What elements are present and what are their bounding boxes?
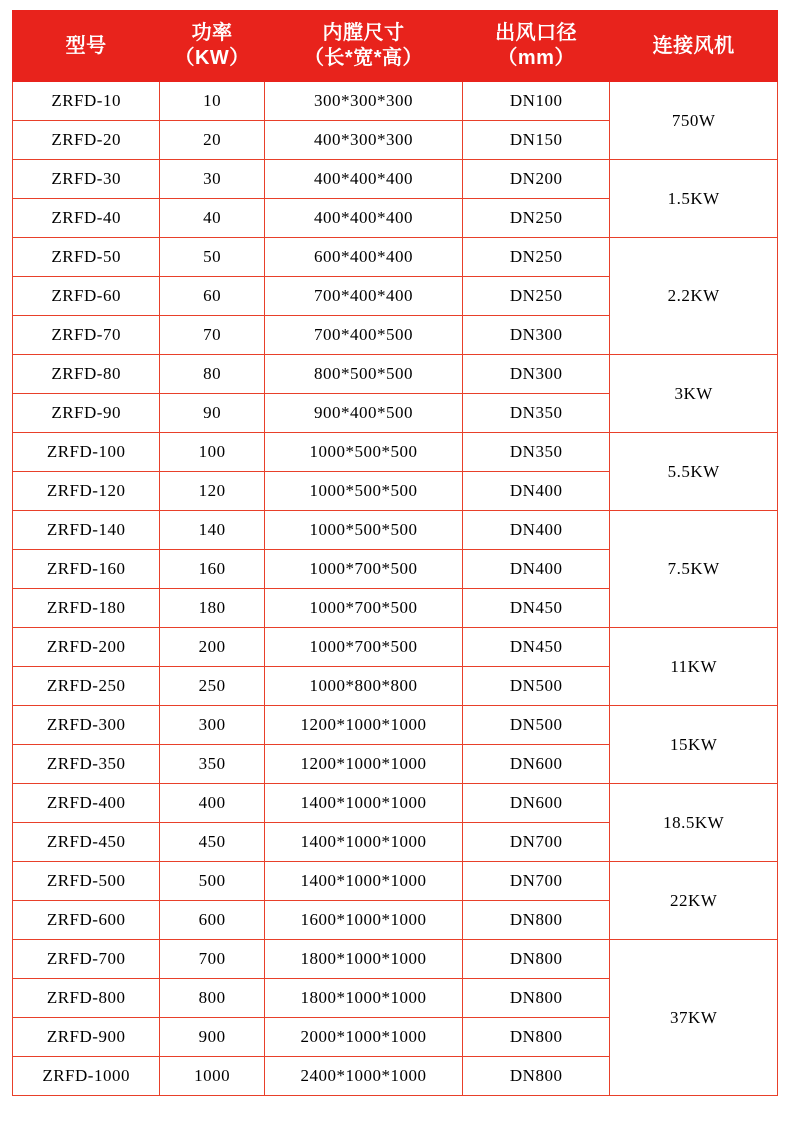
cell-chamber-size <box>264 823 462 862</box>
cell-power <box>160 1018 265 1057</box>
table-row <box>13 511 778 550</box>
cell-chamber-size-text: 1200*1000*1000 <box>300 754 427 773</box>
cell-chamber-size-text: 900*400*500 <box>313 403 413 422</box>
column-header-line: 功率 <box>191 22 233 44</box>
column-header-line: 出风口径 <box>495 22 578 44</box>
cell-connected-fan <box>610 706 778 784</box>
cell-model-text: ZRFD-350 <box>46 754 126 773</box>
cell-outlet-diameter-text: DN250 <box>509 247 563 266</box>
cell-chamber-size <box>264 667 462 706</box>
cell-outlet-diameter <box>463 862 610 901</box>
cell-chamber-size-text: 1600*1000*1000 <box>300 910 427 929</box>
cell-outlet-diameter <box>463 589 610 628</box>
cell-chamber-size <box>264 433 462 472</box>
cell-chamber-size-text: 2000*1000*1000 <box>300 1027 427 1046</box>
cell-model <box>13 784 160 823</box>
cell-model <box>13 979 160 1018</box>
table-row <box>13 862 778 901</box>
cell-connected-fan <box>610 940 778 1096</box>
cell-chamber-size <box>264 121 462 160</box>
table-header-row <box>13 11 778 82</box>
column-header-connected-fan <box>610 11 778 82</box>
cell-outlet-diameter-text: DN300 <box>509 325 563 344</box>
table-row <box>13 355 778 394</box>
cell-power <box>160 706 265 745</box>
cell-chamber-size-text: 1000*700*500 <box>309 598 418 617</box>
cell-outlet-diameter-text: DN250 <box>509 286 563 305</box>
cell-power <box>160 394 265 433</box>
cell-outlet-diameter <box>463 745 610 784</box>
cell-power-text: 180 <box>198 598 226 617</box>
cell-outlet-diameter <box>463 121 610 160</box>
cell-outlet-diameter <box>463 940 610 979</box>
cell-outlet-diameter-text: DN500 <box>509 715 563 734</box>
cell-chamber-size <box>264 745 462 784</box>
cell-chamber-size <box>264 1057 462 1096</box>
cell-power-text: 80 <box>203 364 222 383</box>
cell-model-text: ZRFD-450 <box>46 832 126 851</box>
cell-power <box>160 121 265 160</box>
cell-model-text: ZRFD-1000 <box>42 1066 130 1085</box>
cell-outlet-diameter <box>463 238 610 277</box>
cell-model-text: ZRFD-160 <box>46 559 126 578</box>
cell-chamber-size-text: 800*500*500 <box>313 364 413 383</box>
cell-chamber-size <box>264 394 462 433</box>
cell-power-text: 40 <box>203 208 222 227</box>
column-header-line: （mm） <box>497 47 575 69</box>
table-row <box>13 82 778 121</box>
cell-outlet-diameter-text: DN400 <box>509 481 563 500</box>
cell-outlet-diameter <box>463 979 610 1018</box>
table-row <box>13 706 778 745</box>
cell-power-text: 60 <box>203 286 222 305</box>
cell-outlet-diameter <box>463 1057 610 1096</box>
cell-connected-fan <box>610 511 778 628</box>
cell-model-text: ZRFD-700 <box>46 949 126 968</box>
cell-model-text: ZRFD-800 <box>46 988 126 1007</box>
cell-chamber-size <box>264 316 462 355</box>
cell-power <box>160 511 265 550</box>
cell-chamber-size-text: 600*400*400 <box>313 247 413 266</box>
cell-outlet-diameter-text: DN350 <box>509 403 563 422</box>
cell-connected-fan <box>610 862 778 940</box>
cell-chamber-size-text: 1800*1000*1000 <box>300 988 427 1007</box>
cell-connected-fan <box>610 160 778 238</box>
cell-connected-fan-text: 5.5KW <box>667 461 720 481</box>
cell-model <box>13 238 160 277</box>
cell-outlet-diameter <box>463 433 610 472</box>
cell-outlet-diameter-text: DN350 <box>509 442 563 461</box>
cell-chamber-size <box>264 940 462 979</box>
cell-outlet-diameter-text: DN800 <box>509 1027 563 1046</box>
cell-model-text: ZRFD-250 <box>46 676 126 695</box>
column-header-line: （KW） <box>174 47 250 69</box>
cell-outlet-diameter <box>463 199 610 238</box>
table-header <box>13 11 778 82</box>
cell-power <box>160 433 265 472</box>
cell-outlet-diameter-text: DN700 <box>509 871 563 890</box>
cell-power <box>160 550 265 589</box>
cell-power <box>160 589 265 628</box>
cell-model <box>13 667 160 706</box>
cell-chamber-size <box>264 862 462 901</box>
cell-power <box>160 316 265 355</box>
cell-model-text: ZRFD-600 <box>46 910 126 929</box>
cell-chamber-size <box>264 277 462 316</box>
cell-outlet-diameter <box>463 550 610 589</box>
cell-power-text: 450 <box>198 832 226 851</box>
cell-model <box>13 823 160 862</box>
cell-power <box>160 238 265 277</box>
cell-outlet-diameter <box>463 511 610 550</box>
cell-power <box>160 199 265 238</box>
cell-model <box>13 940 160 979</box>
cell-outlet-diameter-text: DN600 <box>509 754 563 773</box>
cell-power <box>160 823 265 862</box>
product-spec-table <box>12 10 778 1096</box>
cell-power-text: 120 <box>198 481 226 500</box>
cell-model <box>13 355 160 394</box>
cell-connected-fan-text: 2.2KW <box>667 286 720 305</box>
cell-chamber-size-text: 2400*1000*1000 <box>300 1066 427 1085</box>
cell-outlet-diameter-text: DN800 <box>509 1066 563 1085</box>
column-header-outlet-diameter <box>463 11 610 82</box>
cell-connected-fan-text: 3KW <box>674 383 713 403</box>
cell-outlet-diameter <box>463 316 610 355</box>
cell-chamber-size <box>264 82 462 121</box>
cell-power-text: 600 <box>198 910 226 929</box>
cell-power-text: 500 <box>198 871 226 890</box>
cell-outlet-diameter <box>463 472 610 511</box>
cell-outlet-diameter-text: DN450 <box>509 598 563 617</box>
column-header-line: 内膛尺寸 <box>322 22 405 44</box>
cell-model-text: ZRFD-100 <box>46 442 126 461</box>
cell-model <box>13 1018 160 1057</box>
cell-outlet-diameter <box>463 82 610 121</box>
cell-chamber-size <box>264 160 462 199</box>
cell-chamber-size <box>264 1018 462 1057</box>
table-body <box>13 82 778 1096</box>
cell-power <box>160 784 265 823</box>
cell-chamber-size <box>264 511 462 550</box>
cell-outlet-diameter-text: DN150 <box>509 130 563 149</box>
cell-model <box>13 160 160 199</box>
cell-power <box>160 745 265 784</box>
cell-connected-fan <box>610 628 778 706</box>
cell-power <box>160 979 265 1018</box>
cell-model <box>13 511 160 550</box>
cell-model-text: ZRFD-120 <box>46 481 126 500</box>
cell-chamber-size-text: 1000*500*500 <box>309 520 418 539</box>
cell-connected-fan-text: 37KW <box>670 1007 718 1027</box>
cell-model-text: ZRFD-140 <box>46 520 126 539</box>
cell-model-text: ZRFD-90 <box>51 403 121 422</box>
column-header-line: （长*宽*高） <box>303 47 424 69</box>
cell-power <box>160 940 265 979</box>
cell-connected-fan-text: 22KW <box>670 890 718 910</box>
cell-model <box>13 433 160 472</box>
cell-outlet-diameter-text: DN300 <box>509 364 563 383</box>
cell-connected-fan <box>610 355 778 433</box>
cell-power <box>160 628 265 667</box>
table-row <box>13 238 778 277</box>
cell-outlet-diameter-text: DN600 <box>509 793 563 812</box>
cell-power <box>160 862 265 901</box>
cell-chamber-size <box>264 706 462 745</box>
cell-power <box>160 160 265 199</box>
cell-model <box>13 550 160 589</box>
cell-model-text: ZRFD-300 <box>46 715 126 734</box>
table-row <box>13 160 778 199</box>
cell-power <box>160 901 265 940</box>
cell-outlet-diameter-text: DN100 <box>509 91 563 110</box>
column-header-power <box>160 11 265 82</box>
cell-model-text: ZRFD-60 <box>51 286 121 305</box>
cell-chamber-size <box>264 589 462 628</box>
cell-power-text: 50 <box>203 247 222 266</box>
cell-power-text: 100 <box>198 442 226 461</box>
cell-power-text: 30 <box>203 169 222 188</box>
cell-model-text: ZRFD-40 <box>51 208 121 227</box>
cell-power <box>160 472 265 511</box>
cell-model <box>13 901 160 940</box>
cell-chamber-size-text: 1000*700*500 <box>309 559 418 578</box>
cell-model <box>13 589 160 628</box>
cell-power-text: 70 <box>203 325 222 344</box>
cell-outlet-diameter <box>463 160 610 199</box>
cell-outlet-diameter-text: DN800 <box>509 910 563 929</box>
cell-power-text: 900 <box>198 1027 226 1046</box>
cell-outlet-diameter <box>463 784 610 823</box>
cell-outlet-diameter <box>463 1018 610 1057</box>
column-header-chamber-size <box>264 11 462 82</box>
cell-outlet-diameter-text: DN200 <box>509 169 563 188</box>
cell-chamber-size <box>264 472 462 511</box>
cell-power <box>160 82 265 121</box>
cell-connected-fan <box>610 238 778 355</box>
cell-power-text: 1000 <box>194 1066 231 1085</box>
cell-outlet-diameter-text: DN400 <box>509 559 563 578</box>
cell-model-text: ZRFD-50 <box>51 247 121 266</box>
cell-connected-fan <box>610 82 778 160</box>
cell-outlet-diameter <box>463 628 610 667</box>
cell-connected-fan <box>610 433 778 511</box>
cell-chamber-size-text: 700*400*400 <box>313 286 413 305</box>
cell-outlet-diameter <box>463 823 610 862</box>
cell-model-text: ZRFD-30 <box>51 169 121 188</box>
cell-chamber-size-text: 1000*800*800 <box>309 676 418 695</box>
cell-model <box>13 628 160 667</box>
cell-chamber-size <box>264 784 462 823</box>
cell-chamber-size-text: 400*400*400 <box>313 169 413 188</box>
cell-chamber-size-text: 1400*1000*1000 <box>300 871 427 890</box>
cell-power-text: 400 <box>198 793 226 812</box>
cell-connected-fan-text: 750W <box>671 110 716 130</box>
cell-power-text: 10 <box>203 91 222 110</box>
cell-chamber-size <box>264 628 462 667</box>
cell-chamber-size-text: 1200*1000*1000 <box>300 715 427 734</box>
cell-chamber-size-text: 700*400*500 <box>313 325 413 344</box>
cell-outlet-diameter <box>463 394 610 433</box>
cell-chamber-size <box>264 355 462 394</box>
cell-connected-fan-text: 11KW <box>670 656 718 676</box>
table-row <box>13 784 778 823</box>
cell-model-text: ZRFD-70 <box>51 325 121 344</box>
cell-chamber-size <box>264 199 462 238</box>
cell-model-text: ZRFD-400 <box>46 793 126 812</box>
cell-outlet-diameter-text: DN450 <box>509 637 563 656</box>
cell-outlet-diameter-text: DN800 <box>509 949 563 968</box>
cell-connected-fan-text: 18.5KW <box>663 812 725 832</box>
cell-outlet-diameter <box>463 667 610 706</box>
cell-chamber-size <box>264 238 462 277</box>
cell-outlet-diameter <box>463 706 610 745</box>
cell-chamber-size <box>264 550 462 589</box>
cell-chamber-size-text: 1000*700*500 <box>309 637 418 656</box>
cell-power-text: 160 <box>198 559 226 578</box>
cell-model-text: ZRFD-10 <box>51 91 121 110</box>
cell-outlet-diameter-text: DN700 <box>509 832 563 851</box>
cell-model-text: ZRFD-20 <box>51 130 121 149</box>
column-header-line: 连接风机 <box>652 34 735 57</box>
cell-chamber-size <box>264 901 462 940</box>
cell-outlet-diameter-text: DN800 <box>509 988 563 1007</box>
cell-chamber-size-text: 1400*1000*1000 <box>300 832 427 851</box>
cell-model <box>13 82 160 121</box>
cell-model <box>13 277 160 316</box>
cell-chamber-size-text: 400*300*300 <box>313 130 413 149</box>
cell-chamber-size-text: 1400*1000*1000 <box>300 793 427 812</box>
cell-model <box>13 121 160 160</box>
cell-power-text: 90 <box>203 403 222 422</box>
cell-power-text: 350 <box>198 754 226 773</box>
cell-power <box>160 1057 265 1096</box>
cell-model <box>13 316 160 355</box>
cell-model <box>13 1057 160 1096</box>
cell-model-text: ZRFD-180 <box>46 598 126 617</box>
cell-power-text: 250 <box>198 676 226 695</box>
cell-model <box>13 862 160 901</box>
table-row <box>13 940 778 979</box>
cell-power-text: 300 <box>198 715 226 734</box>
cell-model-text: ZRFD-900 <box>46 1027 126 1046</box>
cell-connected-fan-text: 1.5KW <box>667 188 720 208</box>
table-row <box>13 433 778 472</box>
cell-connected-fan <box>610 784 778 862</box>
cell-model-text: ZRFD-500 <box>46 871 126 890</box>
cell-power-text: 700 <box>198 949 226 968</box>
cell-model <box>13 199 160 238</box>
cell-outlet-diameter-text: DN400 <box>509 520 563 539</box>
cell-outlet-diameter <box>463 901 610 940</box>
cell-model <box>13 472 160 511</box>
column-header-line: 型号 <box>65 34 107 57</box>
cell-outlet-diameter-text: DN250 <box>509 208 563 227</box>
cell-chamber-size-text: 400*400*400 <box>313 208 413 227</box>
cell-power-text: 200 <box>198 637 226 656</box>
column-header-model <box>13 11 160 82</box>
cell-power-text: 20 <box>203 130 222 149</box>
cell-outlet-diameter-text: DN500 <box>509 676 563 695</box>
cell-outlet-diameter <box>463 277 610 316</box>
cell-model <box>13 745 160 784</box>
cell-outlet-diameter <box>463 355 610 394</box>
cell-power <box>160 277 265 316</box>
cell-chamber-size <box>264 979 462 1018</box>
cell-power-text: 800 <box>198 988 226 1007</box>
cell-model-text: ZRFD-80 <box>51 364 121 383</box>
cell-model-text: ZRFD-200 <box>46 637 126 656</box>
table-row <box>13 628 778 667</box>
cell-connected-fan-text: 7.5KW <box>667 559 720 578</box>
cell-chamber-size-text: 1000*500*500 <box>309 442 418 461</box>
cell-power <box>160 355 265 394</box>
cell-power-text: 140 <box>198 520 226 539</box>
cell-chamber-size-text: 300*300*300 <box>313 91 413 110</box>
cell-chamber-size-text: 1800*1000*1000 <box>300 949 427 968</box>
cell-model <box>13 394 160 433</box>
cell-connected-fan-text: 15KW <box>670 734 718 754</box>
cell-power <box>160 667 265 706</box>
cell-model <box>13 706 160 745</box>
cell-chamber-size-text: 1000*500*500 <box>309 481 418 500</box>
